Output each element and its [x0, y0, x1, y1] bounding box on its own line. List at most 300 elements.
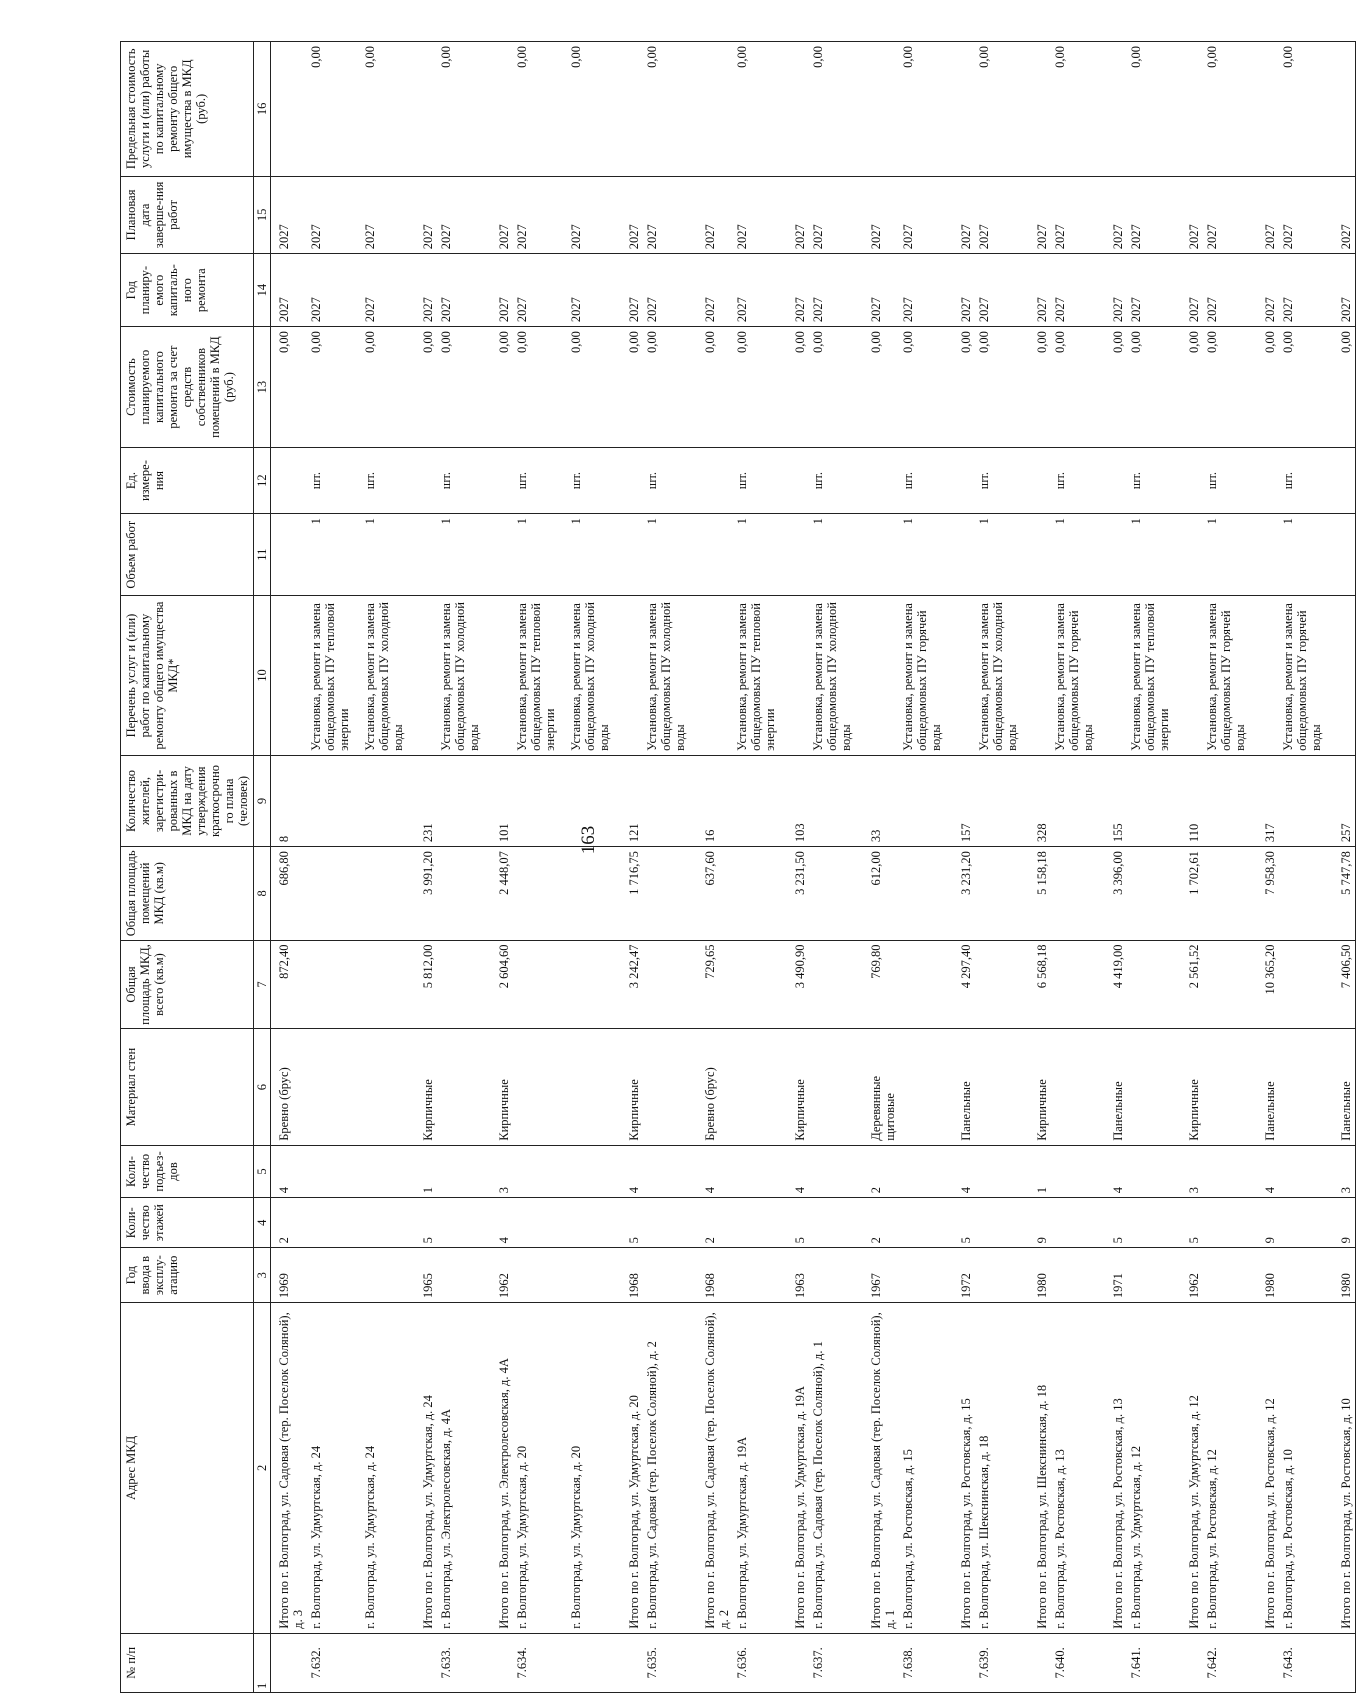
limit-cost — [1181, 42, 1203, 177]
rooms-area: 3 231,20 — [953, 847, 975, 940]
residents — [899, 755, 953, 846]
entrances — [1203, 1145, 1257, 1197]
end-date: 2027 — [1127, 176, 1181, 254]
rooms-area — [1051, 847, 1105, 940]
work-volume — [491, 514, 513, 596]
works-list — [1181, 596, 1203, 756]
floors: 5 — [1181, 1198, 1203, 1248]
row-number — [415, 1633, 437, 1692]
end-date: 2027 — [899, 176, 953, 254]
wall-material — [809, 1029, 863, 1145]
column-number: 4 — [254, 1198, 271, 1248]
table-row — [1203, 42, 1257, 1693]
work-volume: 1 — [361, 514, 415, 596]
residents: 8 — [271, 755, 308, 846]
year-built: 1963 — [787, 1248, 809, 1303]
year-built — [1127, 1248, 1181, 1303]
floors — [513, 1198, 567, 1248]
floors — [1279, 1198, 1333, 1248]
end-date: 2027 — [1279, 176, 1333, 254]
total-area: 729,65 — [697, 940, 733, 1029]
unit — [1333, 448, 1356, 514]
plan-year: 2027 — [437, 254, 491, 327]
works-list: Установка, ремонт и замена общедомовых ПУ тепловой энергии — [307, 596, 361, 756]
entrances: 3 — [1333, 1145, 1356, 1197]
plan-year: 2027 — [733, 254, 787, 327]
total-row — [271, 42, 308, 1693]
total-area — [361, 940, 415, 1029]
address: Итого по г. Волгоград, ул. Ростовская, д. 13 — [1105, 1303, 1127, 1634]
works-list — [863, 596, 899, 756]
rooms-area — [899, 847, 953, 940]
wall-material: Кирпичные — [787, 1029, 809, 1145]
works-list — [1029, 596, 1051, 756]
plan-year: 2027 — [809, 254, 863, 327]
rooms-area — [733, 847, 787, 940]
table-row — [1127, 42, 1181, 1693]
limit-cost — [1105, 42, 1127, 177]
floors: 5 — [787, 1198, 809, 1248]
total-area — [975, 940, 1029, 1029]
limit-cost: 0,00 — [437, 42, 491, 177]
owner-cost: 0,00 — [1333, 327, 1356, 448]
total-area — [1279, 940, 1333, 1029]
unit — [697, 448, 733, 514]
address: г. Волгоград, ул. Ростовская, д. 10 — [1279, 1303, 1333, 1634]
owner-cost: 0,00 — [1051, 327, 1105, 448]
total-row — [1333, 42, 1356, 1693]
works-list — [697, 596, 733, 756]
plan-year: 2027 — [1051, 254, 1105, 327]
plan-year: 2027 — [271, 254, 308, 327]
end-date: 2027 — [1029, 176, 1051, 254]
column-number: 13 — [254, 327, 271, 448]
entrances: 4 — [697, 1145, 733, 1197]
row-number: 7.634. — [513, 1633, 567, 1692]
limit-cost: 0,00 — [1127, 42, 1181, 177]
wall-material — [437, 1029, 491, 1145]
year-built — [513, 1248, 567, 1303]
work-volume: 1 — [307, 514, 361, 596]
unit: шт. — [809, 448, 863, 514]
limit-cost: 0,00 — [1279, 42, 1333, 177]
total-area: 4 419,00 — [1105, 940, 1127, 1029]
works-list — [787, 596, 809, 756]
wall-material: Панельные — [1333, 1029, 1356, 1145]
works-list: Установка, ремонт и замена общедомовых ПУ тепловой энергии — [1127, 596, 1181, 756]
rooms-area: 3 991,20 — [415, 847, 437, 940]
work-volume: 1 — [513, 514, 567, 596]
column-header: Плановая дата заверше-ния работ — [121, 176, 254, 254]
limit-cost: 0,00 — [567, 42, 621, 177]
table-row — [513, 42, 567, 1693]
wall-material: Кирпичные — [1181, 1029, 1203, 1145]
year-built: 1962 — [491, 1248, 513, 1303]
row-number — [361, 1633, 415, 1692]
owner-cost: 0,00 — [697, 327, 733, 448]
total-row — [1105, 42, 1127, 1693]
rooms-area: 2 448,07 — [491, 847, 513, 940]
column-number: 14 — [254, 254, 271, 327]
wall-material — [899, 1029, 953, 1145]
total-area — [1203, 940, 1257, 1029]
entrances: 4 — [787, 1145, 809, 1197]
residents — [1127, 755, 1181, 846]
works-list — [271, 596, 308, 756]
rooms-area: 612,00 — [863, 847, 899, 940]
owner-cost: 0,00 — [1257, 327, 1279, 448]
work-volume — [1257, 514, 1279, 596]
row-number: 7.636. — [733, 1633, 787, 1692]
address: Итого по г. Волгоград, ул. Удмуртская, д. 12 — [1181, 1303, 1203, 1634]
owner-cost: 0,00 — [975, 327, 1029, 448]
address: г. Волгоград, ул. Удмуртская, д. 20 — [513, 1303, 567, 1634]
table-row — [975, 42, 1029, 1693]
column-number: 8 — [254, 847, 271, 940]
owner-cost: 0,00 — [899, 327, 953, 448]
residents — [567, 755, 621, 846]
end-date: 2027 — [975, 176, 1029, 254]
address: Итого по г. Волгоград, ул. Ростовская, д. 10 — [1333, 1303, 1356, 1634]
plan-year: 2027 — [491, 254, 513, 327]
row-number — [697, 1633, 733, 1692]
address: Итого по г. Волгоград, ул. Садовая (тер. Поселок Соляной), д. 1 — [863, 1303, 899, 1634]
plan-year: 2027 — [1127, 254, 1181, 327]
total-area: 872,40 — [271, 940, 308, 1029]
work-volume — [621, 514, 643, 596]
unit: шт. — [1203, 448, 1257, 514]
work-volume — [271, 514, 308, 596]
entrances — [643, 1145, 697, 1197]
unit: шт. — [1279, 448, 1333, 514]
owner-cost: 0,00 — [415, 327, 437, 448]
work-volume: 1 — [1203, 514, 1257, 596]
rooms-area — [567, 847, 621, 940]
floors — [899, 1198, 953, 1248]
floors: 5 — [953, 1198, 975, 1248]
works-list: Установка, ремонт и замена общедомовых ПУ тепловой энергии — [513, 596, 567, 756]
column-header: Предельная стоимость услуги и (или) работы по капитальному ремонту общего имущества в МКД (руб.) — [121, 42, 254, 177]
owner-cost: 0,00 — [1279, 327, 1333, 448]
limit-cost: 0,00 — [1051, 42, 1105, 177]
column-header: Объем работ — [121, 514, 254, 596]
unit: шт. — [1127, 448, 1181, 514]
year-built — [437, 1248, 491, 1303]
floors — [567, 1198, 621, 1248]
floors — [643, 1198, 697, 1248]
floors — [361, 1198, 415, 1248]
total-row — [415, 42, 437, 1693]
table-row — [733, 42, 787, 1693]
total-row — [697, 42, 733, 1693]
owner-cost: 0,00 — [953, 327, 975, 448]
work-volume — [1181, 514, 1203, 596]
end-date: 2027 — [307, 176, 361, 254]
wall-material — [361, 1029, 415, 1145]
year-built: 1972 — [953, 1248, 975, 1303]
total-row — [787, 42, 809, 1693]
residents — [1279, 755, 1333, 846]
residents: 121 — [621, 755, 643, 846]
plan-year: 2027 — [1279, 254, 1333, 327]
end-date: 2027 — [863, 176, 899, 254]
column-number: 2 — [254, 1303, 271, 1634]
unit — [491, 448, 513, 514]
work-volume: 1 — [1127, 514, 1181, 596]
entrances: 3 — [1181, 1145, 1203, 1197]
limit-cost: 0,00 — [307, 42, 361, 177]
row-number — [863, 1633, 899, 1692]
wall-material — [975, 1029, 1029, 1145]
column-number: 16 — [254, 42, 271, 177]
owner-cost: 0,00 — [643, 327, 697, 448]
residents — [643, 755, 697, 846]
column-header: Перечень услуг и (или) работ по капитальному ремонту общего имущества МКД* — [121, 596, 254, 756]
unit — [863, 448, 899, 514]
row-number: 7.633. — [437, 1633, 491, 1692]
total-area — [899, 940, 953, 1029]
wall-material: Панельные — [1105, 1029, 1127, 1145]
total-row — [1181, 42, 1203, 1693]
row-number — [787, 1633, 809, 1692]
rooms-area: 686,80 — [271, 847, 308, 940]
address: Итого по г. Волгоград, ул. Ростовская, д. 15 — [953, 1303, 975, 1634]
owner-cost: 0,00 — [787, 327, 809, 448]
total-row — [863, 42, 899, 1693]
work-volume: 1 — [567, 514, 621, 596]
address: г. Волгоград, ул. Удмуртская, д. 20 — [567, 1303, 621, 1634]
residents: 101 — [491, 755, 513, 846]
wall-material — [1051, 1029, 1105, 1145]
end-date: 2027 — [415, 176, 437, 254]
total-area — [307, 940, 361, 1029]
residents: 257 — [1333, 755, 1356, 846]
rooms-area: 1 716,75 — [621, 847, 643, 940]
work-volume: 1 — [437, 514, 491, 596]
row-number — [1105, 1633, 1127, 1692]
works-list: Установка, ремонт и замена общедомовых ПУ горячей воды — [1051, 596, 1105, 756]
floors — [307, 1198, 361, 1248]
wall-material — [1127, 1029, 1181, 1145]
rooms-area — [643, 847, 697, 940]
entrances — [809, 1145, 863, 1197]
wall-material: Кирпичные — [491, 1029, 513, 1145]
address: г. Волгоград, ул. Удмуртская, д. 19А — [733, 1303, 787, 1634]
limit-cost — [787, 42, 809, 177]
total-row — [621, 42, 643, 1693]
entrances: 4 — [621, 1145, 643, 1197]
table-body — [271, 42, 1356, 1693]
owner-cost: 0,00 — [307, 327, 361, 448]
unit: шт. — [975, 448, 1029, 514]
plan-year: 2027 — [1105, 254, 1127, 327]
limit-cost: 0,00 — [733, 42, 787, 177]
end-date: 2027 — [1051, 176, 1105, 254]
works-list: Установка, ремонт и замена общедомовых ПУ холодной воды — [975, 596, 1029, 756]
plan-year: 2027 — [567, 254, 621, 327]
total-area — [1051, 940, 1105, 1029]
wall-material — [733, 1029, 787, 1145]
floors: 2 — [271, 1198, 308, 1248]
column-number: 3 — [254, 1248, 271, 1303]
rooms-area — [307, 847, 361, 940]
unit: шт. — [1051, 448, 1105, 514]
floors: 9 — [1257, 1198, 1279, 1248]
entrances — [975, 1145, 1029, 1197]
entrances — [1279, 1145, 1333, 1197]
work-volume — [1333, 514, 1356, 596]
residents: 16 — [697, 755, 733, 846]
works-list: Установка, ремонт и замена общедомовых ПУ холодной воды — [361, 596, 415, 756]
column-number: 11 — [254, 514, 271, 596]
floors — [733, 1198, 787, 1248]
row-number: 7.641. — [1127, 1633, 1181, 1692]
owner-cost: 0,00 — [271, 327, 308, 448]
work-volume: 1 — [1279, 514, 1333, 596]
limit-cost — [271, 42, 308, 177]
floors — [437, 1198, 491, 1248]
plan-year: 2027 — [953, 254, 975, 327]
column-number: 15 — [254, 176, 271, 254]
year-built — [643, 1248, 697, 1303]
row-number: 7.637. — [809, 1633, 863, 1692]
unit — [1257, 448, 1279, 514]
address: г. Волгоград, ул. Шекснинская, д. 18 — [975, 1303, 1029, 1634]
total-area: 5 812,00 — [415, 940, 437, 1029]
limit-cost — [1257, 42, 1279, 177]
column-header: Общая площадь МКД, всего (кв.м) — [121, 940, 254, 1029]
column-number: 1 — [254, 1633, 271, 1692]
residents: 155 — [1105, 755, 1127, 846]
works-list — [415, 596, 437, 756]
total-area: 769,80 — [863, 940, 899, 1029]
total-area — [437, 940, 491, 1029]
table-row — [361, 42, 415, 1693]
unit — [271, 448, 308, 514]
unit: шт. — [733, 448, 787, 514]
year-built — [1279, 1248, 1333, 1303]
row-number: 7.639. — [975, 1633, 1029, 1692]
unit — [1181, 448, 1203, 514]
residents — [361, 755, 415, 846]
total-area — [733, 940, 787, 1029]
unit — [415, 448, 437, 514]
row-number — [953, 1633, 975, 1692]
plan-year: 2027 — [415, 254, 437, 327]
floors: 2 — [863, 1198, 899, 1248]
rooms-area: 5 747,78 — [1333, 847, 1356, 940]
row-number — [491, 1633, 513, 1692]
limit-cost — [1029, 42, 1051, 177]
end-date: 2027 — [491, 176, 513, 254]
total-area — [1127, 940, 1181, 1029]
wall-material: Бревно (брус) — [271, 1029, 308, 1145]
year-built — [1051, 1248, 1105, 1303]
wall-material: Кирпичные — [621, 1029, 643, 1145]
address: г. Волгоград, ул. Ростовская, д. 15 — [899, 1303, 953, 1634]
plan-year: 2027 — [787, 254, 809, 327]
works-list: Установка, ремонт и замена общедомовых ПУ тепловой энергии — [733, 596, 787, 756]
work-volume: 1 — [975, 514, 1029, 596]
repair-plan-table — [120, 41, 1356, 1693]
end-date: 2027 — [1203, 176, 1257, 254]
owner-cost: 0,00 — [1029, 327, 1051, 448]
address: г. Волгоград, ул. Удмуртская, д. 12 — [1127, 1303, 1181, 1634]
works-list — [953, 596, 975, 756]
year-built: 1968 — [621, 1248, 643, 1303]
wall-material: Панельные — [1257, 1029, 1279, 1145]
total-area: 2 561,52 — [1181, 940, 1203, 1029]
floors: 2 — [697, 1198, 733, 1248]
limit-cost: 0,00 — [975, 42, 1029, 177]
end-date: 2027 — [1333, 176, 1356, 254]
plan-year: 2027 — [899, 254, 953, 327]
rooms-area: 3 231,50 — [787, 847, 809, 940]
end-date: 2027 — [697, 176, 733, 254]
work-volume: 1 — [1051, 514, 1105, 596]
rooms-area — [1203, 847, 1257, 940]
limit-cost: 0,00 — [513, 42, 567, 177]
address: Итого по г. Волгоград, ул. Садовая (тер. Поселок Соляной), д. 2 — [697, 1303, 733, 1634]
floors — [975, 1198, 1029, 1248]
unit — [1105, 448, 1127, 514]
wall-material — [1203, 1029, 1257, 1145]
year-built — [1203, 1248, 1257, 1303]
year-built — [899, 1248, 953, 1303]
owner-cost: 0,00 — [437, 327, 491, 448]
year-built — [567, 1248, 621, 1303]
rooms-area — [975, 847, 1029, 940]
residents: 110 — [1181, 755, 1203, 846]
total-area — [643, 940, 697, 1029]
address: г. Волгоград, ул. Ростовская, д. 12 — [1203, 1303, 1257, 1634]
entrances — [307, 1145, 361, 1197]
end-date: 2027 — [1181, 176, 1203, 254]
entrances — [567, 1145, 621, 1197]
entrances: 3 — [491, 1145, 513, 1197]
residents — [975, 755, 1029, 846]
end-date: 2027 — [1257, 176, 1279, 254]
entrances — [361, 1145, 415, 1197]
row-number — [1333, 1633, 1356, 1692]
total-area: 4 297,40 — [953, 940, 975, 1029]
wall-material: Кирпичные — [1029, 1029, 1051, 1145]
work-volume: 1 — [643, 514, 697, 596]
year-built — [307, 1248, 361, 1303]
wall-material — [307, 1029, 361, 1145]
residents: 317 — [1257, 755, 1279, 846]
unit: шт. — [643, 448, 697, 514]
address: Итого по г. Волгоград, ул. Удмуртская, д. 19А — [787, 1303, 809, 1634]
work-volume — [415, 514, 437, 596]
year-built: 1962 — [1181, 1248, 1203, 1303]
unit: шт. — [307, 448, 361, 514]
floors — [809, 1198, 863, 1248]
address: г. Волгоград, ул. Электролесовская, д. 4А — [437, 1303, 491, 1634]
plan-year: 2027 — [975, 254, 1029, 327]
year-built: 1967 — [863, 1248, 899, 1303]
row-number: 7.635. — [643, 1633, 697, 1692]
year-built: 1980 — [1333, 1248, 1356, 1303]
floors: 4 — [491, 1198, 513, 1248]
address: г. Волгоград, ул. Ростовская, д. 13 — [1051, 1303, 1105, 1634]
residents — [1203, 755, 1257, 846]
work-volume: 1 — [809, 514, 863, 596]
owner-cost: 0,00 — [491, 327, 513, 448]
column-header: Год ввода в эксплу-атацию — [121, 1248, 254, 1303]
entrances — [513, 1145, 567, 1197]
wall-material — [513, 1029, 567, 1145]
